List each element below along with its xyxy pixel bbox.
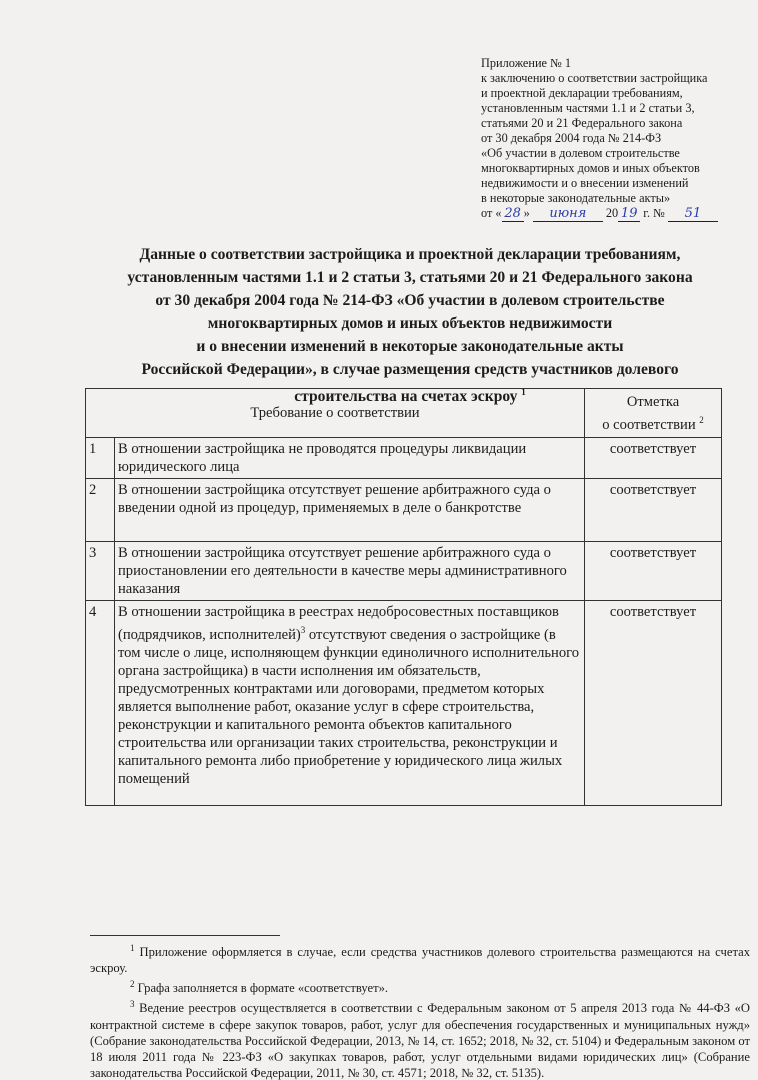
footnote [90, 976, 750, 996]
annex-line: и проектной декларации требованиям, [481, 86, 683, 100]
annex-line: «Об участии в долевом строительстве [481, 146, 680, 160]
title-text: строительства на счетах эскроу [294, 388, 518, 406]
handwritten-year: 19 [618, 206, 640, 222]
footnote-number: 3 [130, 999, 135, 1010]
number-prefix: г. № [643, 206, 665, 220]
footnote-divider [90, 935, 280, 936]
handwritten-day: 28 [502, 206, 524, 222]
row-number: 3 [86, 542, 115, 601]
table-row [86, 542, 722, 601]
row-requirement [115, 601, 585, 806]
footnote-text: Графа заполняется в формате «соответствует». [137, 981, 389, 996]
footnote-ref: 2 [699, 414, 704, 425]
title-line: и о внесении изменений в некоторые законодательные акты [196, 338, 624, 355]
footnote [90, 996, 750, 1080]
row-number: 2 [86, 479, 115, 542]
footnote-ref: 1 [521, 387, 526, 397]
date-prefix: от « [481, 206, 502, 220]
table-row [86, 601, 722, 806]
compliance-table [85, 388, 722, 806]
row-mark: соответствует [585, 601, 722, 806]
header-mark-line: о соответствии [602, 416, 696, 433]
annex-date-line [481, 206, 751, 222]
annex-line: установленным частями 1.1 и 2 статьи 3, [481, 101, 695, 115]
table-header [86, 389, 722, 438]
year-prefix: 20 [605, 206, 619, 220]
row-mark: соответствует [585, 542, 722, 601]
requirement-text: отсутствуют сведения о застройщике (в том числе о лице, исполняющем функции единоличного исполнительного органа застройщика) в части исполнения им обязательств, предусмотренных контрактами или договорами, предметом которых является выполнение работ, оказание услуг в сфере строительства, реконструкции и капитального ремонта объектов капитального строительства или организации таких строительства, реконструкции и капитального ремонта либо приобретение у юридического лица жилых помещений [118, 626, 580, 787]
annex-line: к заключению о соответствии застройщика [481, 71, 708, 85]
annex-header [481, 56, 751, 222]
footnote-number: 2 [130, 979, 135, 990]
annex-line: статьями 20 и 21 Федерального закона [481, 116, 683, 130]
footnotes [90, 940, 750, 1080]
title-line: от 30 декабря 2004 года № 214-ФЗ «Об участии в долевом строительстве [155, 292, 665, 309]
annex-line: от 30 декабря 2004 года № 214-ФЗ [481, 131, 662, 145]
footnote-number: 1 [130, 943, 135, 953]
annex-line: в некоторые законодательные акты» [481, 191, 671, 205]
title-line: Данные о соответствии застройщика и проектной декларации требованиям, [139, 246, 681, 263]
annex-line: Приложение № 1 [481, 56, 572, 70]
title-line: Российской Федерации», в случае размещения средств участников долевого [141, 361, 679, 378]
row-mark: соответствует [585, 438, 722, 479]
date-mid: » [523, 206, 530, 220]
annex-line: недвижимости и о внесении изменений [481, 176, 689, 190]
footnote-text: Ведение реестров осуществляется в соответствии с Федеральным законом от 5 апреля 2013 года № 44-ФЗ «О контрактной системе в сфере закупок товаров, работ, услуг для обеспечения государственных и муниципальных нужд» (Собрание законодательства Российской Федерации, 2013, № 14, ст. 1652; 2018, № 32, ст. 5104) и Федеральным законом от 18 июля 2011 года № 223-ФЗ «О закупках товаров, работ, услуг отдельными видами юридических лиц» (Собрание законодательства Российской Федерации, 2011, № 30, ст. 4571; 2018, № 32, ст. 5135). [90, 1001, 750, 1080]
row-number: 4 [86, 601, 115, 806]
handwritten-number: 51 [668, 206, 718, 222]
table-row [86, 479, 722, 542]
footnote-text: Приложение оформляется в случае, если средства участников долевого строительства размещаются на счетах эскроу. [90, 945, 750, 976]
annex-line: многоквартирных домов и иных объектов [481, 161, 700, 175]
table-row [86, 438, 722, 479]
handwritten-month: июня [533, 206, 603, 222]
row-requirement: В отношении застройщика не проводятся процедуры ликвидации юридического лица [115, 438, 585, 479]
header-requirement: Требование о соответствии [86, 389, 585, 438]
row-requirement: В отношении застройщика отсутствует решение арбитражного суда о приостановлении его деятельности в качестве меры административного наказания [115, 542, 585, 601]
row-requirement: В отношении застройщика отсутствует решение арбитражного суда о введении одной из процедур, применяемых в деле о банкротстве [115, 479, 585, 542]
title-line: установленным частями 1.1 и 2 статьи 3, статьями 20 и 21 Федерального закона [127, 269, 693, 286]
header-mark [585, 389, 722, 438]
document-title [90, 243, 730, 408]
requirement-text: В отношении застройщика в реестрах недобросовестных поставщиков (подрядчиков, исполнителей) [118, 604, 559, 643]
header-mark-line: Отметка [626, 393, 680, 410]
footnote [90, 940, 750, 976]
footnote-ref: 3 [300, 625, 306, 635]
title-line: многоквартирных домов и иных объектов недвижимости [207, 315, 613, 332]
row-mark: соответствует [585, 479, 722, 542]
row-number: 1 [86, 438, 115, 479]
